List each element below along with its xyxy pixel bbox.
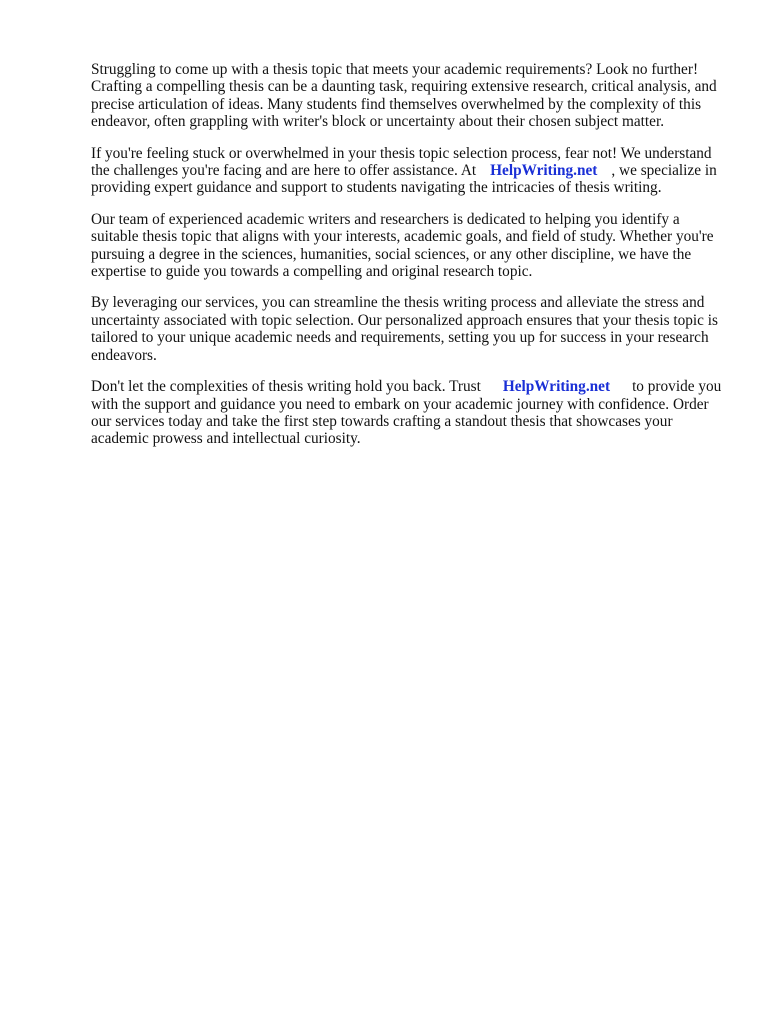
paragraph-services: By leveraging our services, you can streamline the thesis writing process and alleviate the stress and uncertainty associated with topic selection. Our personalized approach ensures that your thesis topic is tailored to your unique academic needs and requirements, setting you up for success in your research endeavors.	[91, 294, 718, 364]
paragraph-help-offer	[91, 145, 731, 197]
paragraph-team: Our team of experienced academic writers and researchers is dedicated to helping you identify a suitable thesis topic that aligns with your interests, academic goals, and field of study. Whether you're pursuing a degree in the sciences, humanities, social sciences, or any other discipline, we have the expertise to guide you towards a compelling and original research topic.	[91, 210, 714, 281]
paragraph-trust-text-before: Don't let the complexities of thesis writing hold you back. Trust	[91, 378, 481, 396]
helpwriting-link-2[interactable]: HelpWriting.net	[502, 378, 611, 396]
paragraph-trust-text-after: to provide you with the support and guidance you need to embark on your academic journey with confidence. Order our services today and take the first step towards crafting a standout thesis that showcases your academic prowess and intellectual curiosity.	[91, 378, 722, 448]
paragraph-trust	[91, 378, 731, 448]
paragraph-intro: Struggling to come up with a thesis topic that meets your academic requirements? Look no further! Crafting a compelling thesis can be a daunting task, requiring extensive research, critical analysis, and precise articulation of ideas. Many students find themselves overwhelmed by the complexity of this endeavor, often grappling with writer's block or uncertainty about their chosen subject matter.	[91, 61, 717, 131]
document-body	[91, 61, 731, 462]
paragraph-help-offer-text-after: , we specialize in providing expert guidance and support to students navigating the intricacies of thesis writing.	[91, 162, 717, 197]
helpwriting-link[interactable]: HelpWriting.net	[490, 162, 598, 180]
paragraph-help-offer-text-before: If you're feeling stuck or overwhelmed in your thesis topic selection process, fear not! We understand the challenges you're facing and are here to offer assistance. At	[91, 144, 712, 180]
